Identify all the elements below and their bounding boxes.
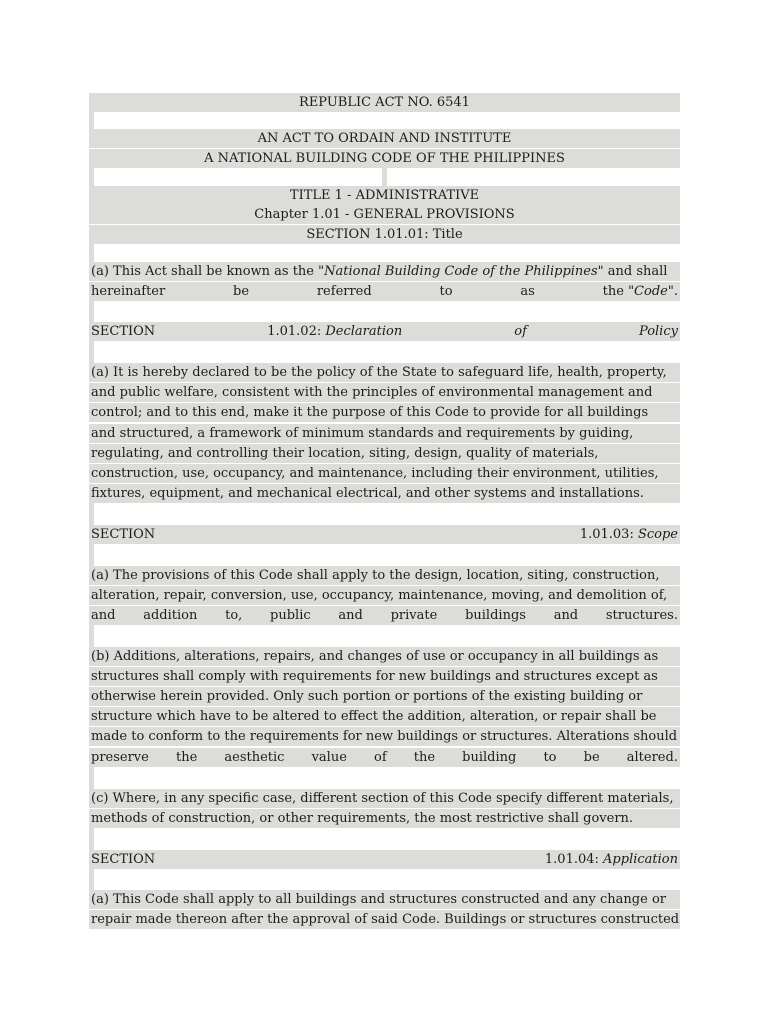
word	[580, 525, 678, 544]
scope-b-line-4: structure which have to be altered to effect the addition, alteration, or repair shall be	[89, 707, 680, 726]
scope-b-line-6	[89, 748, 680, 767]
scope-b-line-3: otherwise herein provided. Only such portion or portions of the existing building or	[89, 687, 680, 706]
word: of	[374, 750, 387, 765]
word: buildings	[465, 608, 526, 623]
spacer	[89, 168, 94, 186]
act-number: REPUBLIC ACT NO. 6541	[89, 93, 680, 112]
scope-a-line-2: alteration, repair, conversion, use, occupancy, maintenance, moving, and demolition of,	[89, 586, 680, 605]
spacer	[89, 341, 94, 363]
word: the	[413, 750, 436, 765]
word: to	[543, 750, 557, 765]
word	[267, 322, 402, 341]
section-name: Scope	[637, 527, 678, 542]
scope-a-line-1: (a) The provisions of this Code shall apply to the design, location, siting, construction,	[89, 566, 680, 585]
word: preserve	[91, 750, 149, 765]
word: public	[270, 608, 311, 623]
spacer	[89, 767, 94, 789]
word: private	[390, 608, 438, 623]
application-line-1: (a) This Code shall apply to all buildings and structures constructed and any change or	[89, 890, 680, 909]
code-short: "Code"	[628, 284, 674, 299]
application-section-heading	[89, 850, 680, 869]
section-title-heading: SECTION 1.01.01: Title	[89, 225, 680, 244]
spacer	[89, 112, 94, 130]
word: building	[462, 750, 517, 765]
section-number: 1.01.04:	[544, 852, 599, 867]
word: addition	[143, 608, 198, 623]
word: as	[520, 284, 535, 299]
title-paragraph-line-1	[89, 262, 680, 281]
chapter-heading: Chapter 1.01 - GENERAL PROVISIONS	[89, 205, 680, 224]
section-number: 1.01.02:	[267, 324, 322, 339]
word: altered.	[626, 750, 678, 765]
act-title-line-2: A NATIONAL BUILDING CODE OF THE PHILIPPINES	[89, 149, 680, 168]
policy-line-1: (a) It is hereby declared to be the policy of the State to safeguard life, health, property,	[89, 363, 680, 382]
scope-b-line-5: made to conform to the requirements for new buildings or structures. Alterations should	[89, 727, 680, 746]
word: hereinafter	[91, 284, 166, 299]
word	[603, 282, 678, 301]
policy-line-5: regulating, and controlling their location, siting, design, quality of materials,	[89, 444, 680, 463]
policy-line-2: and public welfare, consistent with the principles of environmental management and	[89, 383, 680, 402]
spacer	[89, 544, 94, 566]
scope-a-line-3	[89, 606, 680, 625]
word: and	[338, 608, 363, 623]
title-heading: TITLE 1 - ADMINISTRATIVE	[89, 186, 680, 205]
application-line-2: repair made thereon after the approval of said Code. Buildings or structures constructed	[91, 912, 680, 927]
scope-b-line-2: structures shall comply with requirements for new buildings and structures except as	[89, 667, 680, 686]
text: and shall	[603, 264, 668, 279]
policy-line-3: control; and to this end, make it the purpose of this Code to provide for all buildings	[89, 403, 680, 422]
policy-line-7: fixtures, equipment, and mechanical electrical, and other systems and installations.	[89, 484, 680, 503]
section-number: 1.01.03:	[579, 527, 634, 542]
word: be	[583, 750, 600, 765]
spacer	[89, 244, 94, 262]
code-name: "National Building Code of the Philippines"	[318, 264, 604, 279]
policy-line-4: and structured, a framework of minimum standards and requirements by guiding,	[89, 424, 680, 443]
spacer	[89, 301, 94, 322]
word: to,	[225, 608, 243, 623]
word: of	[514, 324, 527, 339]
scope-section-heading	[89, 525, 680, 544]
word: the	[175, 750, 198, 765]
scope-c-line-1: (c) Where, in any specific case, different section of this Code specify different materials,	[89, 789, 680, 808]
word	[545, 850, 678, 869]
word: Policy	[638, 324, 678, 339]
word: value	[311, 750, 347, 765]
spacer	[89, 625, 94, 647]
word: Declaration	[325, 324, 403, 339]
word: SECTION	[91, 852, 156, 867]
scope-b-line-1: (b) Additions, alterations, repairs, and changes of use or occupancy in all buildings as	[89, 647, 680, 666]
word: to	[439, 284, 453, 299]
text: .	[673, 284, 678, 299]
spacer	[382, 168, 387, 186]
spacer	[89, 503, 94, 525]
word: referred	[316, 284, 372, 299]
spacer	[89, 828, 94, 850]
spacer	[89, 869, 94, 890]
word: the	[602, 284, 624, 299]
word: be	[233, 284, 250, 299]
word: structures.	[605, 608, 678, 623]
text: (a) This Act shall be known as the	[91, 264, 319, 279]
word: SECTION	[91, 527, 156, 542]
word: and	[91, 608, 116, 623]
word: SECTION	[91, 324, 156, 339]
policy-line-6: construction, use, occupancy, and maintenance, including their environment, utilities,	[89, 464, 680, 483]
act-title-line-1: AN ACT TO ORDAIN AND INSTITUTE	[89, 129, 680, 148]
policy-section-heading	[89, 322, 680, 341]
word: and	[553, 608, 579, 623]
section-name: Application	[603, 852, 678, 867]
word: aesthetic	[224, 750, 285, 765]
scope-c-line-2: methods of construction, or other requirements, the most restrictive shall govern.	[89, 809, 680, 828]
title-paragraph-line-2	[89, 282, 680, 301]
